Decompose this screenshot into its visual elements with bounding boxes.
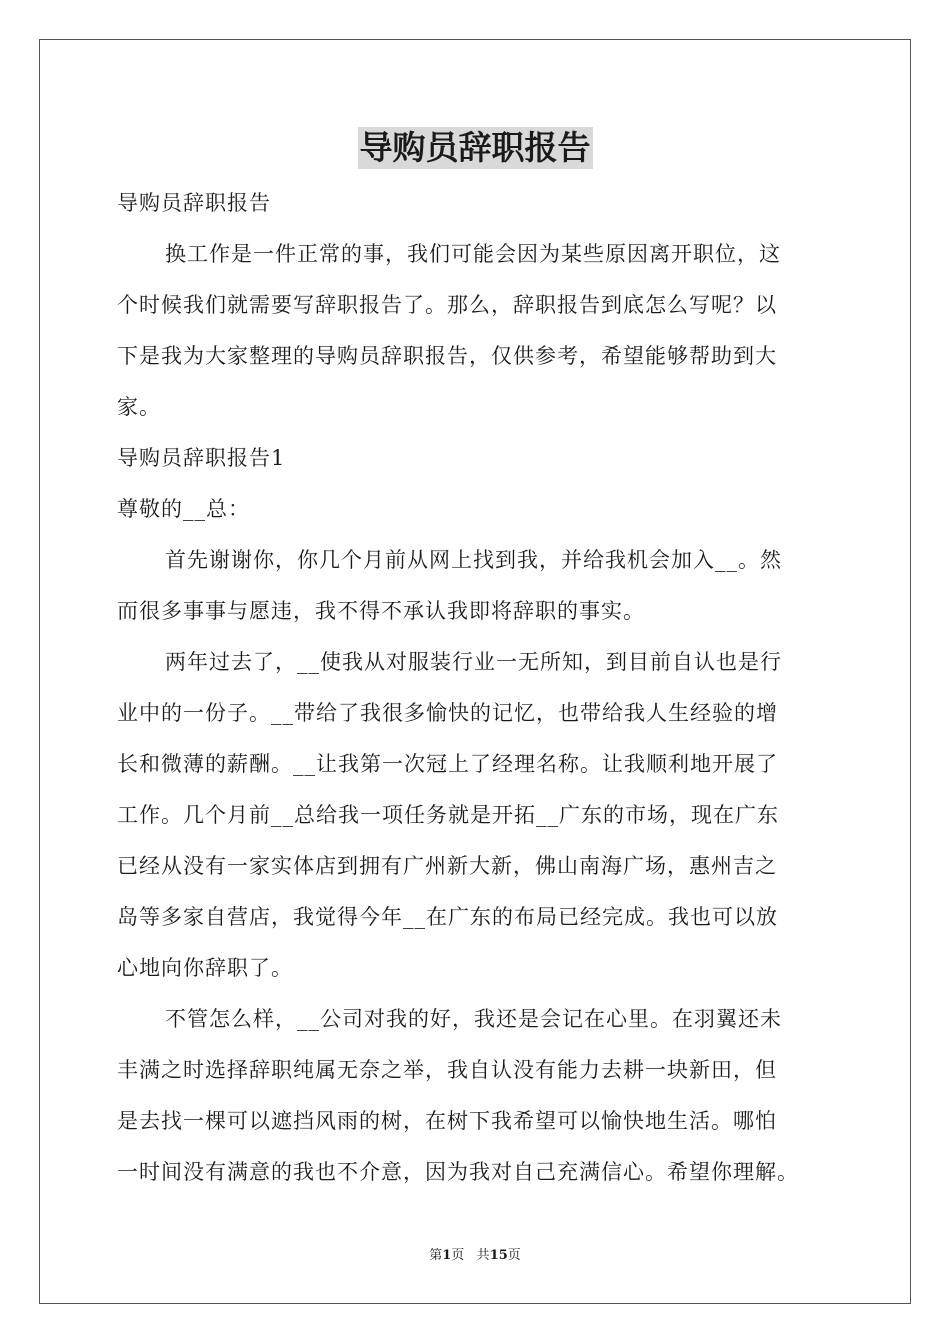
paragraph-line: 业中的一份子。__带给了我很多愉快的记忆，也带给我人生经验的增 [117, 701, 778, 725]
paragraph-line: 一时间没有满意的我也不介意，因为我对自己充满信心。希望你理解。 [117, 1160, 799, 1184]
paragraph-line: 而很多事事与愿违，我不得不承认我即将辞职的事实。 [117, 599, 645, 623]
paragraph-line: 岛等多家自营店，我觉得今年__在广东的布局已经完成。我也可以放 [117, 905, 778, 929]
intro-line: 个时候我们就需要写辞职报告了。那么，辞职报告到底怎么写呢？以 [117, 293, 777, 317]
salutation: 尊敬的__总： [117, 497, 250, 521]
footer-total-suffix: 页 [507, 1248, 521, 1263]
paragraph-line: 长和微薄的薪酬。__让我第一次冠上了经理名称。让我顺利地开展了 [117, 752, 778, 776]
footer-page-suffix: 页 [451, 1248, 465, 1263]
intro-line: 家。 [117, 395, 161, 419]
document-title-text: 导购员辞职报告 [359, 128, 591, 167]
paragraph-line: 不管怎么样，__公司对我的好，我还是会记在心里。在羽翼还未 [165, 1007, 782, 1031]
paragraph-3 [117, 994, 852, 1198]
page-footer [0, 1246, 950, 1266]
paragraph-line: 首先谢谢你，你几个月前从网上找到我，并给我机会加入__。然 [165, 548, 782, 572]
footer-page-number: 1 [442, 1248, 452, 1263]
paragraph-line: 丰满之时选择辞职纯属无奈之举，我自认没有能力去耕一块新田，但 [117, 1058, 777, 1082]
intro-line: 换工作是一件正常的事，我们可能会因为某些原因离开职位，这 [165, 242, 781, 266]
document-title [0, 126, 950, 170]
paragraph-1 [117, 535, 852, 637]
footer-total-pages: 15 [489, 1248, 508, 1263]
paragraph-2 [117, 637, 852, 994]
document-subtitle: 导购员辞职报告 [117, 191, 271, 215]
paragraph-line: 心地向你辞职了。 [117, 956, 293, 980]
intro-line: 下是我为大家整理的导购员辞职报告，仅供参考，希望能够帮助到大 [117, 344, 777, 368]
paragraph-line: 工作。几个月前__总给我一项任务就是开拓__广东的市场，现在广东 [117, 803, 779, 827]
section-heading: 导购员辞职报告1 [117, 446, 286, 470]
paragraph-line: 是去找一棵可以遮挡风雨的树，在树下我希望可以愉快地生活。哪怕 [117, 1109, 777, 1133]
paragraph-line: 已经从没有一家实体店到拥有广州新大新，佛山南海广场，惠州吉之 [117, 854, 777, 878]
paragraph-line: 两年过去了，__使我从对服装行业一无所知，到目前自认也是行 [165, 650, 782, 674]
intro-paragraph [117, 229, 852, 433]
document-body [117, 178, 852, 1198]
footer-page-prefix: 第 [429, 1248, 443, 1263]
footer-total-prefix: 共 [476, 1248, 490, 1263]
